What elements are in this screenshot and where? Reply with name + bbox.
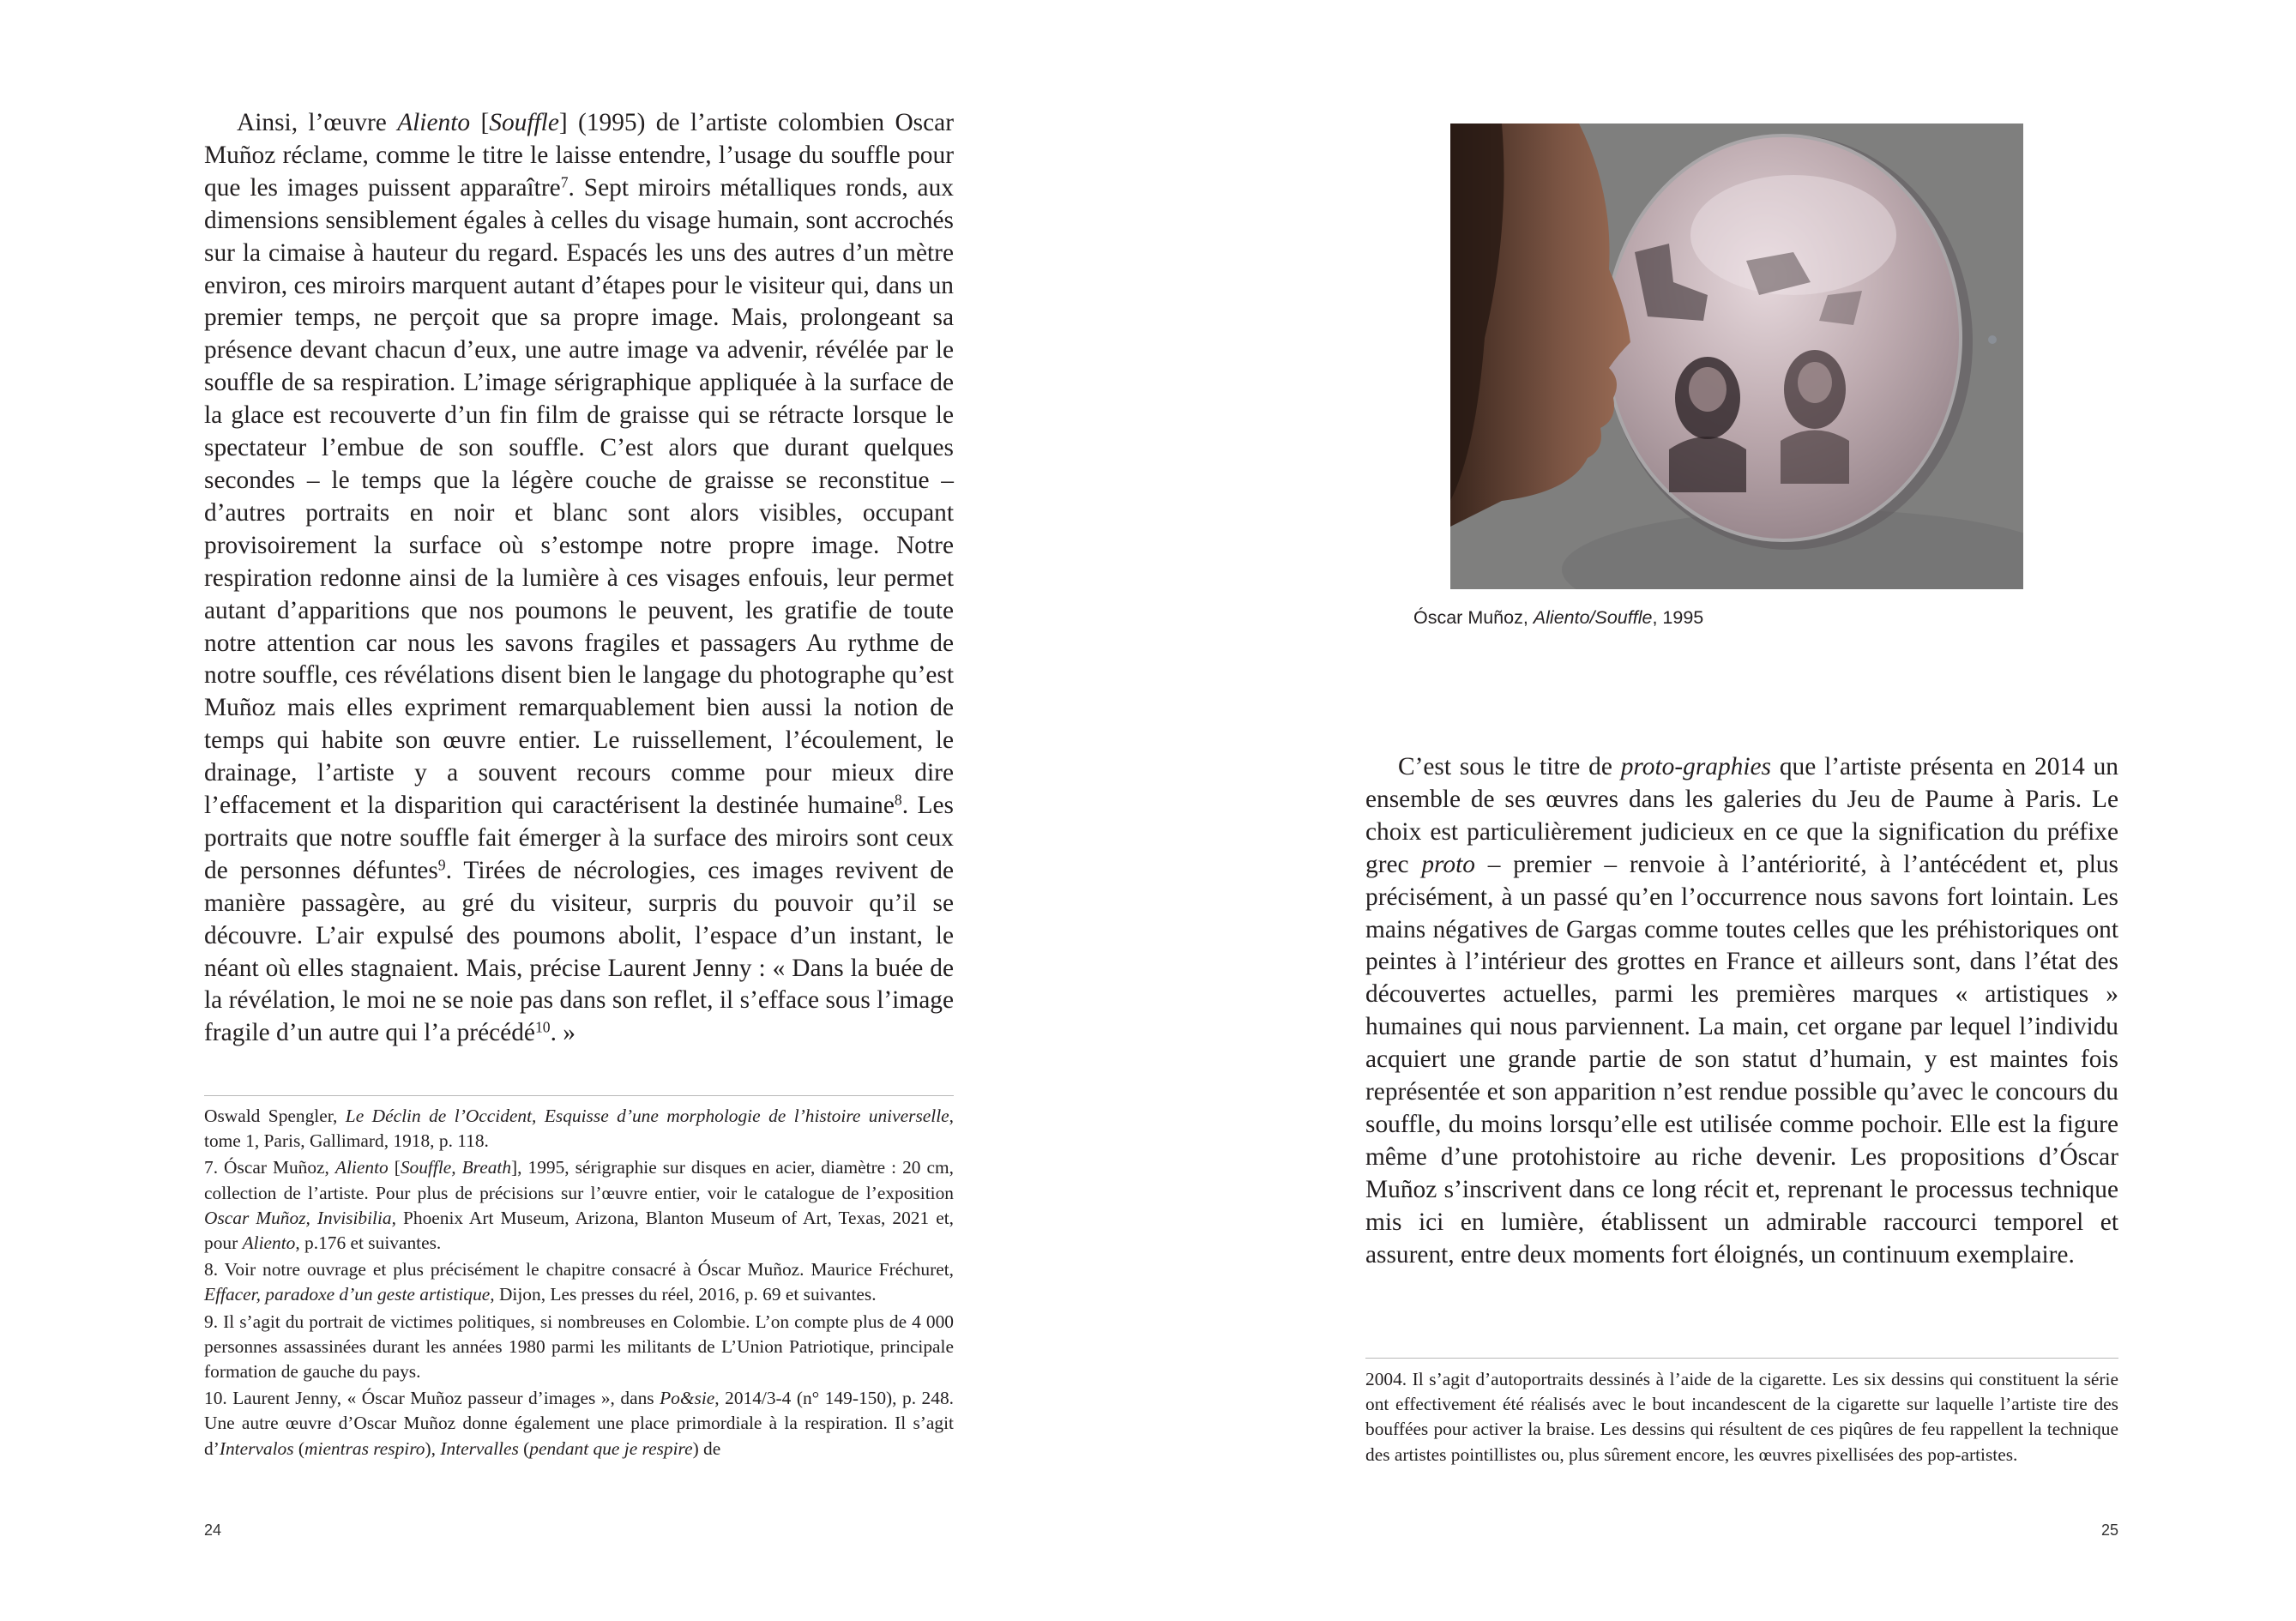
right-footnotes: [1365, 1367, 2118, 1469]
body-segment: Ainsi, l’œuvre: [237, 109, 398, 136]
body-segment: . Sept miroirs métalliques ronds, aux dimensions sensiblement égales à celles du visage humain, sont accrochés sur la cimaise à hauteur du regard. Espacés les uns des autres d’un mètre environ, ces miroirs marquent autant d’étapes pour le visiteur qui, dans un premier temps, ne perçoit que sa propre image. Mais, prolongeant sa présence devant chacun d’eux, une autre image va advenir, révélée par le souffle de sa respiration. L’image sérigraphique appliquée à la surface de la glace est recouverte d’un fin film de graisse qui se rétracte lorsque le spectateur l’embue de son souffle. C’est alors que durant quelques secondes – le temps que la légère couche de graisse se reconstitue – d’autres portraits en noir et blanc sont alors visibles, occupant provisoirement la surface où s’estompe notre propre image. Notre respiration redonne ainsi de la lumière à ces visages enfouis, leur permet autant d’apparitions que nos poumons le peuvent, les gratifie de toute notre attention car nous les savons fragiles et passagers Au rythme de notre souffle, ces révélations disent bien le langage du photographe qu’est Muñoz mais elles expriment remarquablement bien aussi la notion de temps qui habite son œuvre entier. Le ruissellement, l’écoulement, le drainage, l’artiste y a souvent recours comme pour mieux dire l’effacement et la disparition qui caractérisent la destinée humaine: [204, 173, 954, 820]
footnote-ref-7[interactable]: 7: [560, 173, 569, 191]
photo-caption: Óscar Muñoz, Aliento/Souffle, 1995: [1413, 607, 1704, 628]
body-segment: C’est sous le titre de: [1398, 753, 1621, 780]
footnote-continued: 2004. Il s’agit d’autoportraits dessinés à l’aide de la cigarette. Les six dessins qui constituent la série ont effectivement été réalisés avec le bout incandescent de la cigarette sur laquelle l’artiste tire des bouffées pour activer la braise. Les dessins qui résultent de ces piqûres de feu rappellent la technique des artistes pointillistes ou, plus sûrement encore, les œuvres pixellisées des pop-artistes.: [1365, 1369, 2118, 1465]
footnote-divider: [204, 1095, 954, 1096]
body-segment: que l’artiste présenta en 2014 un ensemble de ses œuvres dans les galeries du Jeu de Paume à Paris. Le choix est particulièrement judicieux en ce que la signification du préfixe grec: [1365, 753, 2118, 878]
footnote-7: 7. Óscar Muñoz, Aliento [Souffle, Breath], 1995, sérigraphie sur disques en acier, diamètre : 20 cm, collection de l’artiste. Pour plus de précisions sur l’œuvre entier, voir le catalogue de l’exposition Oscar Muñoz, Invisibilia, Phoenix Art Museum, Arizona, Blanton Museum of Art, Texas, 2021 et, pour Aliento, p.176 et suivantes.: [204, 1157, 954, 1254]
body-segment: . Tirées de nécrologies, ces images revivent de manière passagère, au gré du visiteur, surpris du pouvoir qu’il se découvre. L’air expulsé des poumons abolit, l’espace d’un instant, le néant où elles stagnaient. Mais, précise Laurent Jenny : « Dans la buée de la révélation, le moi ne se noie pas dans son reflet, il s’efface sous l’image fragile d’un autre qui l’a précédé: [204, 856, 954, 1047]
footnote-ref-8[interactable]: 8: [894, 791, 902, 809]
body-segment: . Les portraits que notre souffle fait émerger à la surface des miroirs sont ceux de personnes défuntes: [204, 792, 954, 884]
artwork-photo-illustration: [1450, 124, 2023, 589]
artwork-photo: [1450, 124, 2023, 589]
page-number-right: 25: [2100, 1522, 2118, 1539]
body-segment: . »: [550, 1019, 576, 1047]
body-segment: ] (1995) de l’artiste colombien Oscar Muñoz réclame, comme le titre le laisse entendre, l’usage du souffle pour que les images puissent apparaître: [204, 109, 954, 202]
artwork-title: Aliento: [397, 109, 471, 136]
footnote-9: 9. Il s’agit du portrait de victimes politiques, si nombreuses en Colombie. L’on compte plus de 4 000 personnes assassinées durant les années 1980 parmi les militants de L’Union Patriotique, principale formation de gauche du pays.: [204, 1311, 954, 1383]
footnote-continued: Oswald Spengler, Le Déclin de l’Occident, Esquisse d’une morphologie de l’histoire universelle, tome 1, Paris, Gallimard, 1918, p. 118.: [204, 1106, 955, 1152]
footnote-ref-9[interactable]: 9: [437, 856, 446, 874]
greek-prefix: proto: [1421, 850, 1475, 878]
right-page: [1148, 0, 2296, 1621]
footnote-8: 8. Voir notre ouvrage et plus précisément le chapitre consacré à Óscar Muñoz. Maurice Fréchuret, Effacer, paradoxe d’un geste artistique, Dijon, Les presses du réel, 2016, p. 69 et suivantes.: [204, 1259, 954, 1305]
left-body-text: [204, 107, 954, 1050]
footnote-10: 10. Laurent Jenny, « Óscar Muñoz passeur d’images », dans Po&sie, 2014/3-4 (n° 149-150), p. 248. Une autre œuvre d’Oscar Muñoz donne également une place primordiale à la respiration. Il s’agit d’Intervalos (mientras respiro), Intervalles (pendant que je respire) de: [204, 1388, 954, 1459]
artwork-title-translation: Souffle: [489, 109, 559, 136]
footnote-divider: [1365, 1358, 2118, 1359]
left-footnotes: [204, 1104, 954, 1463]
footnote-ref-10[interactable]: 10: [534, 1018, 551, 1036]
page-number-left: 24: [204, 1522, 222, 1539]
exhibition-title: proto-graphies: [1620, 753, 1771, 780]
right-body-text: [1365, 751, 2118, 1272]
body-segment: [: [470, 109, 490, 136]
body-segment: – premier – renvoie à l’antériorité, à l’antécédent et, plus précisément, à un passé qu’en l’occurrence nous savons fort lointain. Les mains négatives de Gargas comme toutes celles que les préhistoriques ont peintes à l’intérieur des grottes en France et ailleurs sont, dans l’état des découvertes actuelles, parmi les premières marques « artistiques » humaines qui nous parviennent. La main, cet organe par lequel l’individu acquiert une grande partie de son statut d’humain, y est maintes fois représentée et son apparition n’est rendue possible qu’avec le concours du souffle, du moins lorsqu’elle est utilisée comme pochoir. Elle est la figure même d’une protohistoire au riche devenir. Les propositions d’Óscar Muñoz s’inscrivent dans ce long récit et, reprenant le processus technique mis ici en lumière, établissent un admirable raccourci temporel et assurent, entre deux moments fort éloignés, un continuum exemplaire.: [1365, 850, 2118, 1268]
